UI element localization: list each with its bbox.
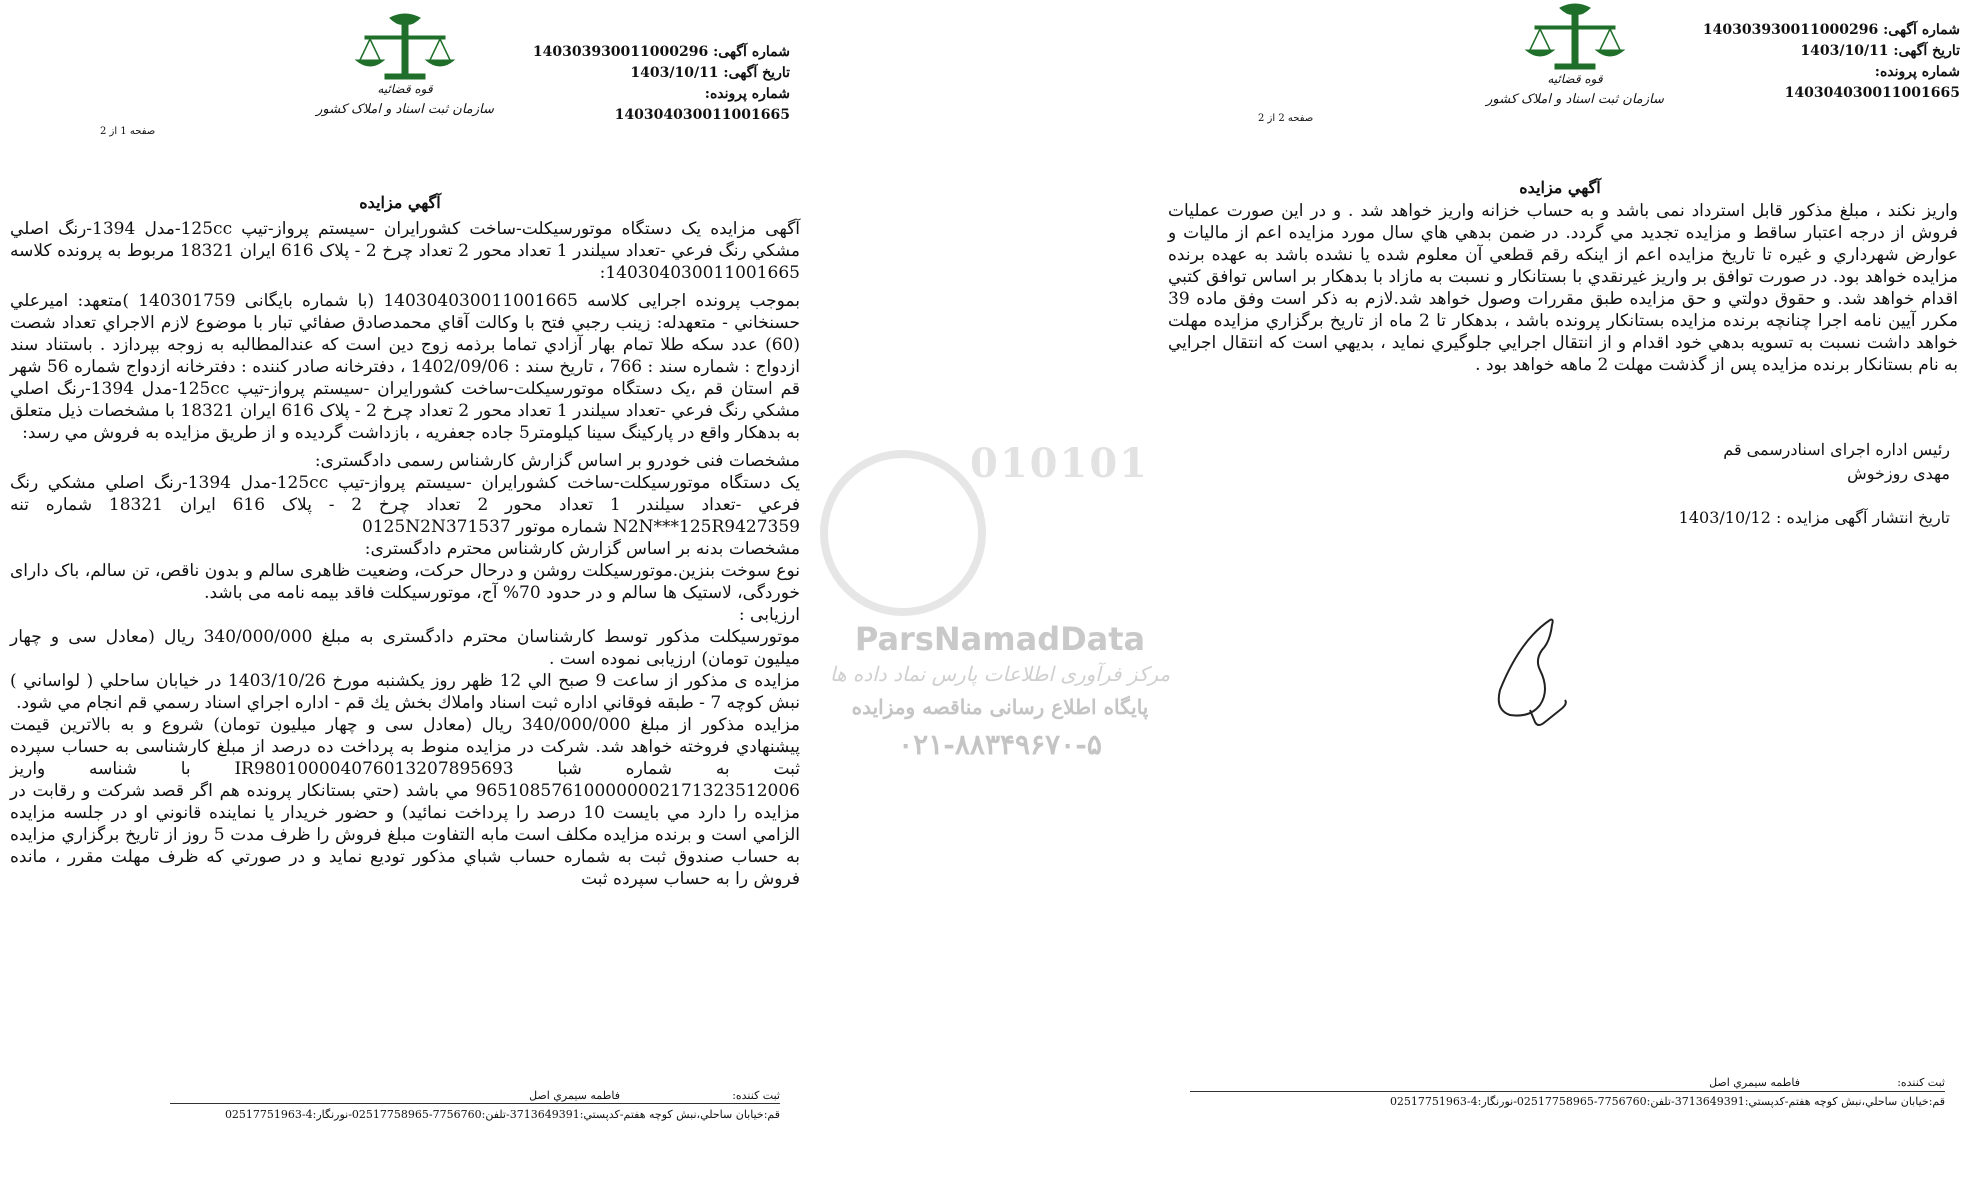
page-number: صفحه 2 از 2 (1258, 113, 1314, 124)
footer-registrar-label: ثبت كننده: (732, 1089, 780, 1102)
case-number: 140304030011001665 (614, 107, 790, 123)
body-paragraph: بموجب پرونده اجرایی کلاسه 140304030011001665 (با شماره بایگانی 140301759 )متعهد: اميرعلي حسنخاني - متعهدله: زينب رجبي فتح با وكالت آقاي محمدصادق صفائي تبار با موضوع لازم الاجراي تعداد شصت (60) عدد سكه طلا تمام بهار آزادي تماما برذمه زوج دين است كه عندالمطالبه به زوجه بپردازد . باستناد سند ازدواج : شماره سند : 766 ، تاریخ سند : 1402/09/06 ، دفترخانه صادر کننده : دفترخانه ازدواج شماره 56 شهر قم استان قم ،یک دستگاه موتورسیکلت-ساخت کشورایران -سیستم پرواز-تیپ 125cc-مدل 1394-رنگ اصلي مشکي رنگ فرعي -تعداد سيلندر 1 تعداد محور 2 تعداد چرخ 2 - پلاک 616 ايران 18321 با مشخصات ذيل متعلق به بدهکار واقع در پارکینگ سینا کیلومتر5 جاده جعفریه ، بازداشت گردیده و از طريق مزايده به فروش مي رسد: (10, 291, 801, 443)
body-paragraph: آگهی مزایده یک دستگاه موتورسیکلت-ساخت کشورایران -سیستم پرواز-تیپ 125cc-مدل 1394-رنگ اصلي مشکي رنگ فرعي -تعداد سيلندر 1 تعداد محور 2 تعداد چرخ 2 - پلاک 616 ايران 18321 مربوط به پرونده کلاسه 140304030011001665: (10, 219, 801, 283)
watermark-brand: ParsNamadData (854, 620, 1146, 658)
judiciary-emblem (316, 12, 494, 132)
body-paragraph: مشخصات فنی خودرو بر اساس گزارش كارشناس رسمی دادگستری: (314, 451, 800, 471)
notice-number: 140303930011000296 (532, 44, 709, 60)
signer-title: رئيس اداره اجراى اسنادرسمى قم (1723, 440, 1950, 459)
publication-date-label: تاريخ انتشار آگهى مزايده : (1775, 508, 1950, 527)
body-paragraph: مزايده مذكور از مبلغ 340/000/000 ريال (معادل سی و چهار ميليون تومان) شروع و به بالاترين قيمت پيشنهادي فروخته خواهد شد. شركت در مزايده منوط به پرداخت ده درصد از مبلغ كارشناسی به حساب سپرده ثبت به شماره شبا IR980100004076013207895693 با شناسه واریز 965108576100000002171323512006 مي باشد (حتي بستانكار پرونده هم اگر قصد شركت و رقابت در مزايده را دارد مي بايست 10 درصد را پرداخت نمائيد) و حضور خريدار يا نماينده قانوني او در جلسه مزايده الزامي است و برنده مزايده مكلف است مابه التفاوت مبلغ فروش را ظرف مدت 5 روز از تاريخ برگزاري مزايده به حساب صندوق ثبت به شماره حساب شباي مذكور توديع نمايد و در صورتي كه ظرف مهلت مقرر ، مانده فروش را به حساب سپرده ثبت (10, 715, 801, 889)
footer-divider (1190, 1091, 1945, 1092)
watermark-line-2: پایگاه اطلاع رسانی مناقصه ومزایده (851, 695, 1149, 719)
notice-body (10, 218, 800, 890)
body-paragraph: مزايده ی مذكور از ساعت 9 صبح الي 12 ظهر روز يكشنبه مورخ 1403/10/26 در خیابان ساحلي ( لواساني ) نبش كوچه 7 - طبقه فوقاني اداره ثبت اسناد واملاك بخش يك قم - اداره اجراي اسناد رسمي قم انجام مي شود. (10, 671, 801, 713)
watermark-logo-icon (820, 450, 986, 616)
notice-number-label: شماره آگهی: (1883, 22, 1960, 38)
handwritten-signature-icon (1480, 610, 1610, 740)
footer-registrar: فاطمه سيمري اصل (529, 1089, 620, 1102)
notice-date-label: تاریخ آگهی: (723, 65, 790, 81)
org-line-2: سازمان ثبت اسناد و املاک کشور (1486, 92, 1664, 107)
notice-date: 1403/10/11 (630, 65, 719, 81)
org-line-1: قوه قضائیه (377, 82, 433, 96)
watermark (800, 440, 1200, 770)
notice-page-1 (0, 0, 800, 1196)
watermark-digits: 010101 (970, 440, 1149, 487)
body-paragraph: ارزیابی : (738, 605, 800, 625)
footer-divider (170, 1103, 780, 1104)
watermark-phone: ۰۲۱-۸۸۳۴۹۶۷۰-۵ (898, 728, 1102, 761)
case-number-label: شماره پرونده: (1874, 64, 1960, 80)
notice-number-label: شماره آگهی: (713, 44, 790, 60)
notice-meta (530, 42, 790, 126)
case-number: 140304030011001665 (1784, 85, 1960, 101)
body-paragraph: موتورسیکلت مذكور توسط كارشناسان محترم دادگستری به مبلغ 340/000/000 ريال (معادل سی و چهار ميليون تومان) ارزیابی نموده است . (10, 627, 800, 669)
publication-date (1560, 508, 1950, 527)
notice-body: واريز نكند ، مبلغ مذكور قابل استرداد نمی باشد و به حساب خزانه واريز خواهد شد . و در اين صورت عمليات فروش از درجه اعتبار ساقط و مزايده تجديد مي گردد. در ضمن بدهي هاي سال مورد مزايده اعم از ماليات و عوارض شهرداري و غيره تا تاريخ مزايده اعم از اينكه رقم قطعي آن معلوم شده يا نشده باشد به عهده برنده مزايده خواهد بود. در صورت توافق بر واريز غيرنقدي با بستانكار و نسبت به مازاد با بدهكار بر اساس توافق كتبي اقدام خواهد شد. و حقوق دولتي و حق مزايده طبق مقررات وصول خواهد شد.لازم به ذكر است وفق ماده 39 مكرر آيين نامه اجرا چنانچه برنده مزايده بستانكار پرونده باشد ، بدهكار تا 2 ماه از تاريخ برگزاري مزايده مهلت خواهد داشت نسبت به تسويه بدهي خود اقدام و از انتقال اجرايي جلوگيري نمايد ، بديهي است كه انتقال اجرايي به نام بستانكار برنده مزايده پس از گذشت مهلت 2 ماهه خواهد بود . (1168, 201, 1958, 375)
footer-registrar: فاطمه سيمري اصل (1709, 1076, 1800, 1089)
signer-name: مهدى روزخوش (1847, 464, 1950, 483)
page-number: صفحه 1 از 2 (100, 126, 156, 137)
notice-meta (1700, 20, 1960, 104)
footer-address: قم:خيابان ساحلي،نبش كوچه هفتم-كدپستي:3713649391-تلفن:7756760-02517758965-نورنگار:4-02517751963 (1389, 1095, 1945, 1108)
case-number-label: شماره پرونده: (704, 86, 790, 102)
notice-title: آگهي مزايده (1519, 178, 1601, 197)
notice-number: 140303930011000296 (1702, 22, 1879, 38)
judiciary-emblem (1486, 2, 1664, 122)
notice-date-label: تاریخ آگهی: (1893, 43, 1960, 59)
notice-date: 1403/10/11 (1800, 43, 1889, 59)
org-line-1: قوه قضائیه (1547, 72, 1603, 86)
notice-title: آگهي مزايده (359, 193, 441, 212)
body-paragraph: نوع سوخت بنزين.موتورسيكلت روشن و درحال حركت، وضعيت ظاهری سالم و بدون ناقص، تن سالم، باک دارای خوردگی، لاستيک ها سالم و در حدود 70% آج، موتورسيكلت فاقد بيمه نامه می باشد. (10, 561, 800, 603)
footer-registrar-label: ثبت كننده: (1897, 1076, 1945, 1089)
signer-block (1560, 438, 1950, 486)
body-paragraph: یک دستگاه موتورسیکلت-ساخت کشورایران -سیستم پرواز-تیپ 125cc-مدل 1394-رنگ اصلي مشکي رنگ فرعي -تعداد سيلندر 1 تعداد محور 2 تعداد چرخ 2 - پلاک 616 ايران 18321 شماره تنه N2N***125R9427359 شماره موتور 0125N2N371537 (10, 473, 800, 537)
footer-address: قم:خيابان ساحلي،نبش كوچه هفتم-كدپستي:3713649391-تلفن:7756760-02517758965-نورنگار:4-02517751963 (224, 1108, 780, 1121)
body-paragraph: مشخصات بدنه بر اساس گزارش كارشناس محترم دادگستری: (364, 539, 800, 559)
org-line-2: سازمان ثبت اسناد و املاک کشور (316, 102, 494, 117)
publication-date-value: 1403/10/12 (1678, 508, 1771, 527)
watermark-line-1: مرکز فرآوری اطلاعات پارس نماد داده ها (829, 662, 1171, 686)
